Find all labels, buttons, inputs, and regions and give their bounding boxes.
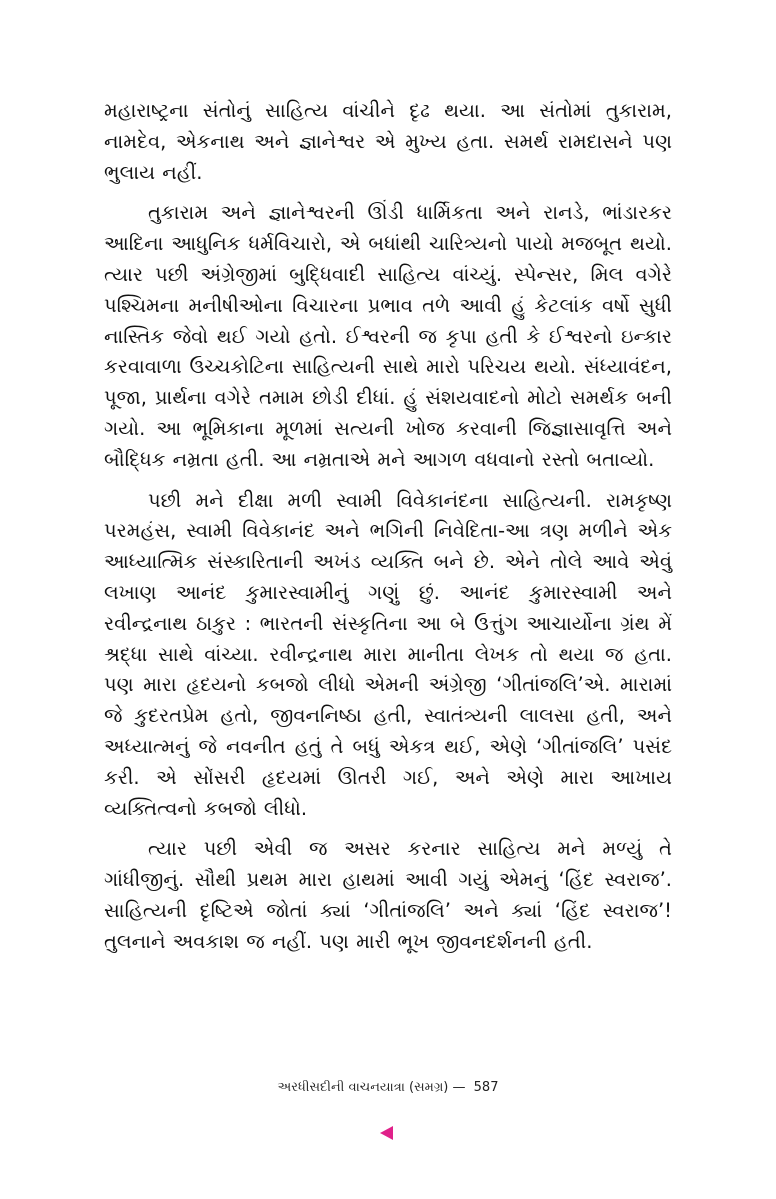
paragraph-2: તુકારામ અને જ્ઞાનેશ્વરની ઊંડી ધાર્મિકતા અને રાનડે, ભાંડારકર આદિના આધુનિક ધર્મવિચારો, એ બધાંથી ચારિત્ર્યનો પાયો મજબૂત થયો. ત્યાર પછી અંગ્રેજીમાં બુદ્ધિવાદી સાહિત્ય વાંચ્યું. સ્પેન્સર, મિલ વગેરે પશ્ચિમના મનીષીઓના વિચારના પ્રભાવ તળે આવી હું કેટલાંક વર્ષો સુધી નાસ્તિક જેવો થઈ ગયો હતો. ઈશ્વરની જ કૃપા હતી કે ઈશ્વરનો ઇન્કાર કરવાવાળા ઉચ્ચકોટિના સાહિત્યની સાથે મારો પરિચય થયો. સંધ્યાવંદન, પૂજા, પ્રાર્થના વગેરે તમામ છોડી દીધાં. હું સંશયવાદનો મોટો સમર્થક બની ગયો. આ ભૂમિકાના મૂળમાં સત્યની ખોજ કરવાની જિજ્ઞાસાવૃત્તિ અને બૌદ્ધિક નમ્રતા હતી. આ નમ્રતાએ મને આગળ વધવાનો રસ્તો બતાવ્યો.	[104, 201, 672, 471]
paragraph-4: ત્યાર પછી એવી જ અસર કરનાર સાહિત્ય મને મળ્યું તે ગાંધીજીનું. સૌથી પ્રથમ મારા હાથમાં આવી ગયું એમનું ‘હિંદ સ્વરાજ’. સાહિત્યની દૃષ્ટિએ જોતાં ક્યાં ‘ગીતાંજલિ’ અને ક્યાં ‘હિંદ સ્વરાજ’! તુલનાને અવકાશ જ નહીં. પણ મારી ભૂખ જીવનદર્શનની હતી.	[104, 837, 672, 953]
page-footer	[0, 1080, 776, 1095]
page-number: 587	[473, 1080, 499, 1095]
paragraph-3: પછી મને દીક્ષા મળી સ્વામી વિવેકાનંદના સાહિત્યની. રામકૃષ્ણ પરમહંસ, સ્વામી વિવેકાનંદ અને ભગિની નિવેદિતા-આ ત્રણ મળીને એક આધ્યાત્મિક સંસ્કારિતાની અખંડ વ્યક્તિ બને છે. એને તોલે આવે એવું લખાણ આનંદ કુમારસ્વામીનું ગણું છું. આનંદ કુમારસ્વામી અને રવીન્દ્રનાથ ઠાકુર : ભારતની સંસ્કૃતિના આ બે ઉત્તુંગ આચાર્યોના ગ્રંથ મેં શ્રદ્ધા સાથે વાંચ્યા. રવીન્દ્રનાથ મારા માનીતા લેખક તો થયા જ હતા. પણ મારા હૃદયનો કબજો લીધો એમની અંગ્રેજી ‘ગીતાંજલિ’એ. મારામાં જે કુદરતપ્રેમ હતો, જીવનનિષ્ઠા હતી, સ્વાતંત્ર્યની લાલસા હતી, અને અધ્યાત્મનું જે નવનીત હતું તે બધું એકત્ર થઈ, એણે ‘ગીતાંજલિ’ પસંદ કરી. એ સોંસરી હૃદયમાં ઊતરી ગઈ, અને એણે મારા આખાય વ્યક્તિત્વનો કબજો લીધો.	[104, 488, 672, 820]
paragraph-1: મહારાષ્ટ્રના સંતોનું સાહિત્ય વાંચીને દૃઢ થયા. આ સંતોમાં તુકારામ, નામદેવ, એકનાથ અને જ્ઞાનેશ્વર એ મુખ્ય હતા. સમર્થ રામદાસને પણ ભુલાય નહીં.	[104, 99, 672, 184]
body-text	[104, 96, 672, 958]
footer-separator: —	[452, 1080, 466, 1095]
previous-page-arrow-icon[interactable]	[380, 1126, 393, 1140]
footer-book-title: અરધીસદીની વાચનયાત્રા (સમગ્ર)	[277, 1080, 449, 1095]
